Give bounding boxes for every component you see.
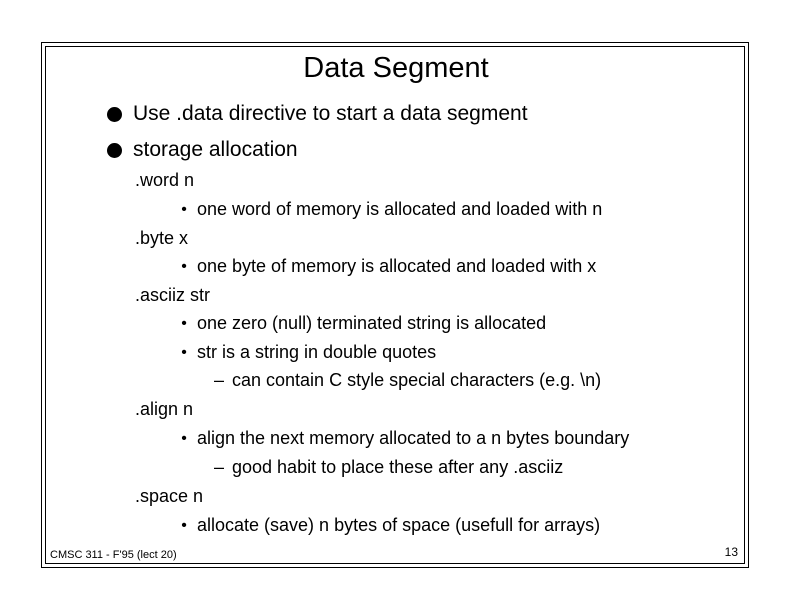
- sub-bullet-icon: •: [181, 315, 187, 332]
- slide-title: Data Segment: [303, 52, 489, 84]
- dash-icon: –: [214, 457, 225, 477]
- directive-byte-desc: one byte of memory is allocated and loaded with x: [197, 256, 597, 276]
- sub-bullet-icon: •: [181, 344, 187, 361]
- directive-asciiz-desc-2: str is a string in double quotes: [197, 342, 437, 362]
- slide-footer: CMSC 311 - F'95 (lect 20): [50, 549, 177, 561]
- sub-bullet-icon: •: [181, 517, 187, 534]
- directive-asciiz: .asciiz str: [135, 285, 211, 305]
- bullet-dot-icon: [107, 143, 122, 158]
- directive-byte: .byte x: [135, 228, 189, 248]
- directive-space: .space n: [135, 486, 204, 506]
- directive-align-note: good habit to place these after any .asciiz: [232, 457, 564, 477]
- bullet-dot-icon: [107, 107, 122, 122]
- directive-asciiz-desc-1: one zero (null) terminated string is allocated: [197, 313, 547, 333]
- directive-asciiz-note: can contain C style special characters (e.g. \n): [232, 370, 602, 390]
- sub-bullet-icon: •: [181, 258, 187, 275]
- directive-align: .align n: [135, 399, 194, 419]
- sub-bullet-icon: •: [181, 201, 187, 218]
- bullet-data-directive: Use .data directive to start a data segment: [133, 102, 528, 125]
- sub-bullet-icon: •: [181, 430, 187, 447]
- dash-icon: –: [214, 370, 225, 390]
- directive-word: .word n: [135, 170, 195, 190]
- directive-word-desc: one word of memory is allocated and loaded with n: [197, 199, 603, 219]
- directive-space-desc: allocate (save) n bytes of space (usefull for arrays): [197, 515, 601, 535]
- page-number: 13: [724, 545, 738, 559]
- directive-align-desc: align the next memory allocated to a n bytes boundary: [197, 428, 630, 448]
- bullet-storage-allocation: storage allocation: [133, 138, 298, 161]
